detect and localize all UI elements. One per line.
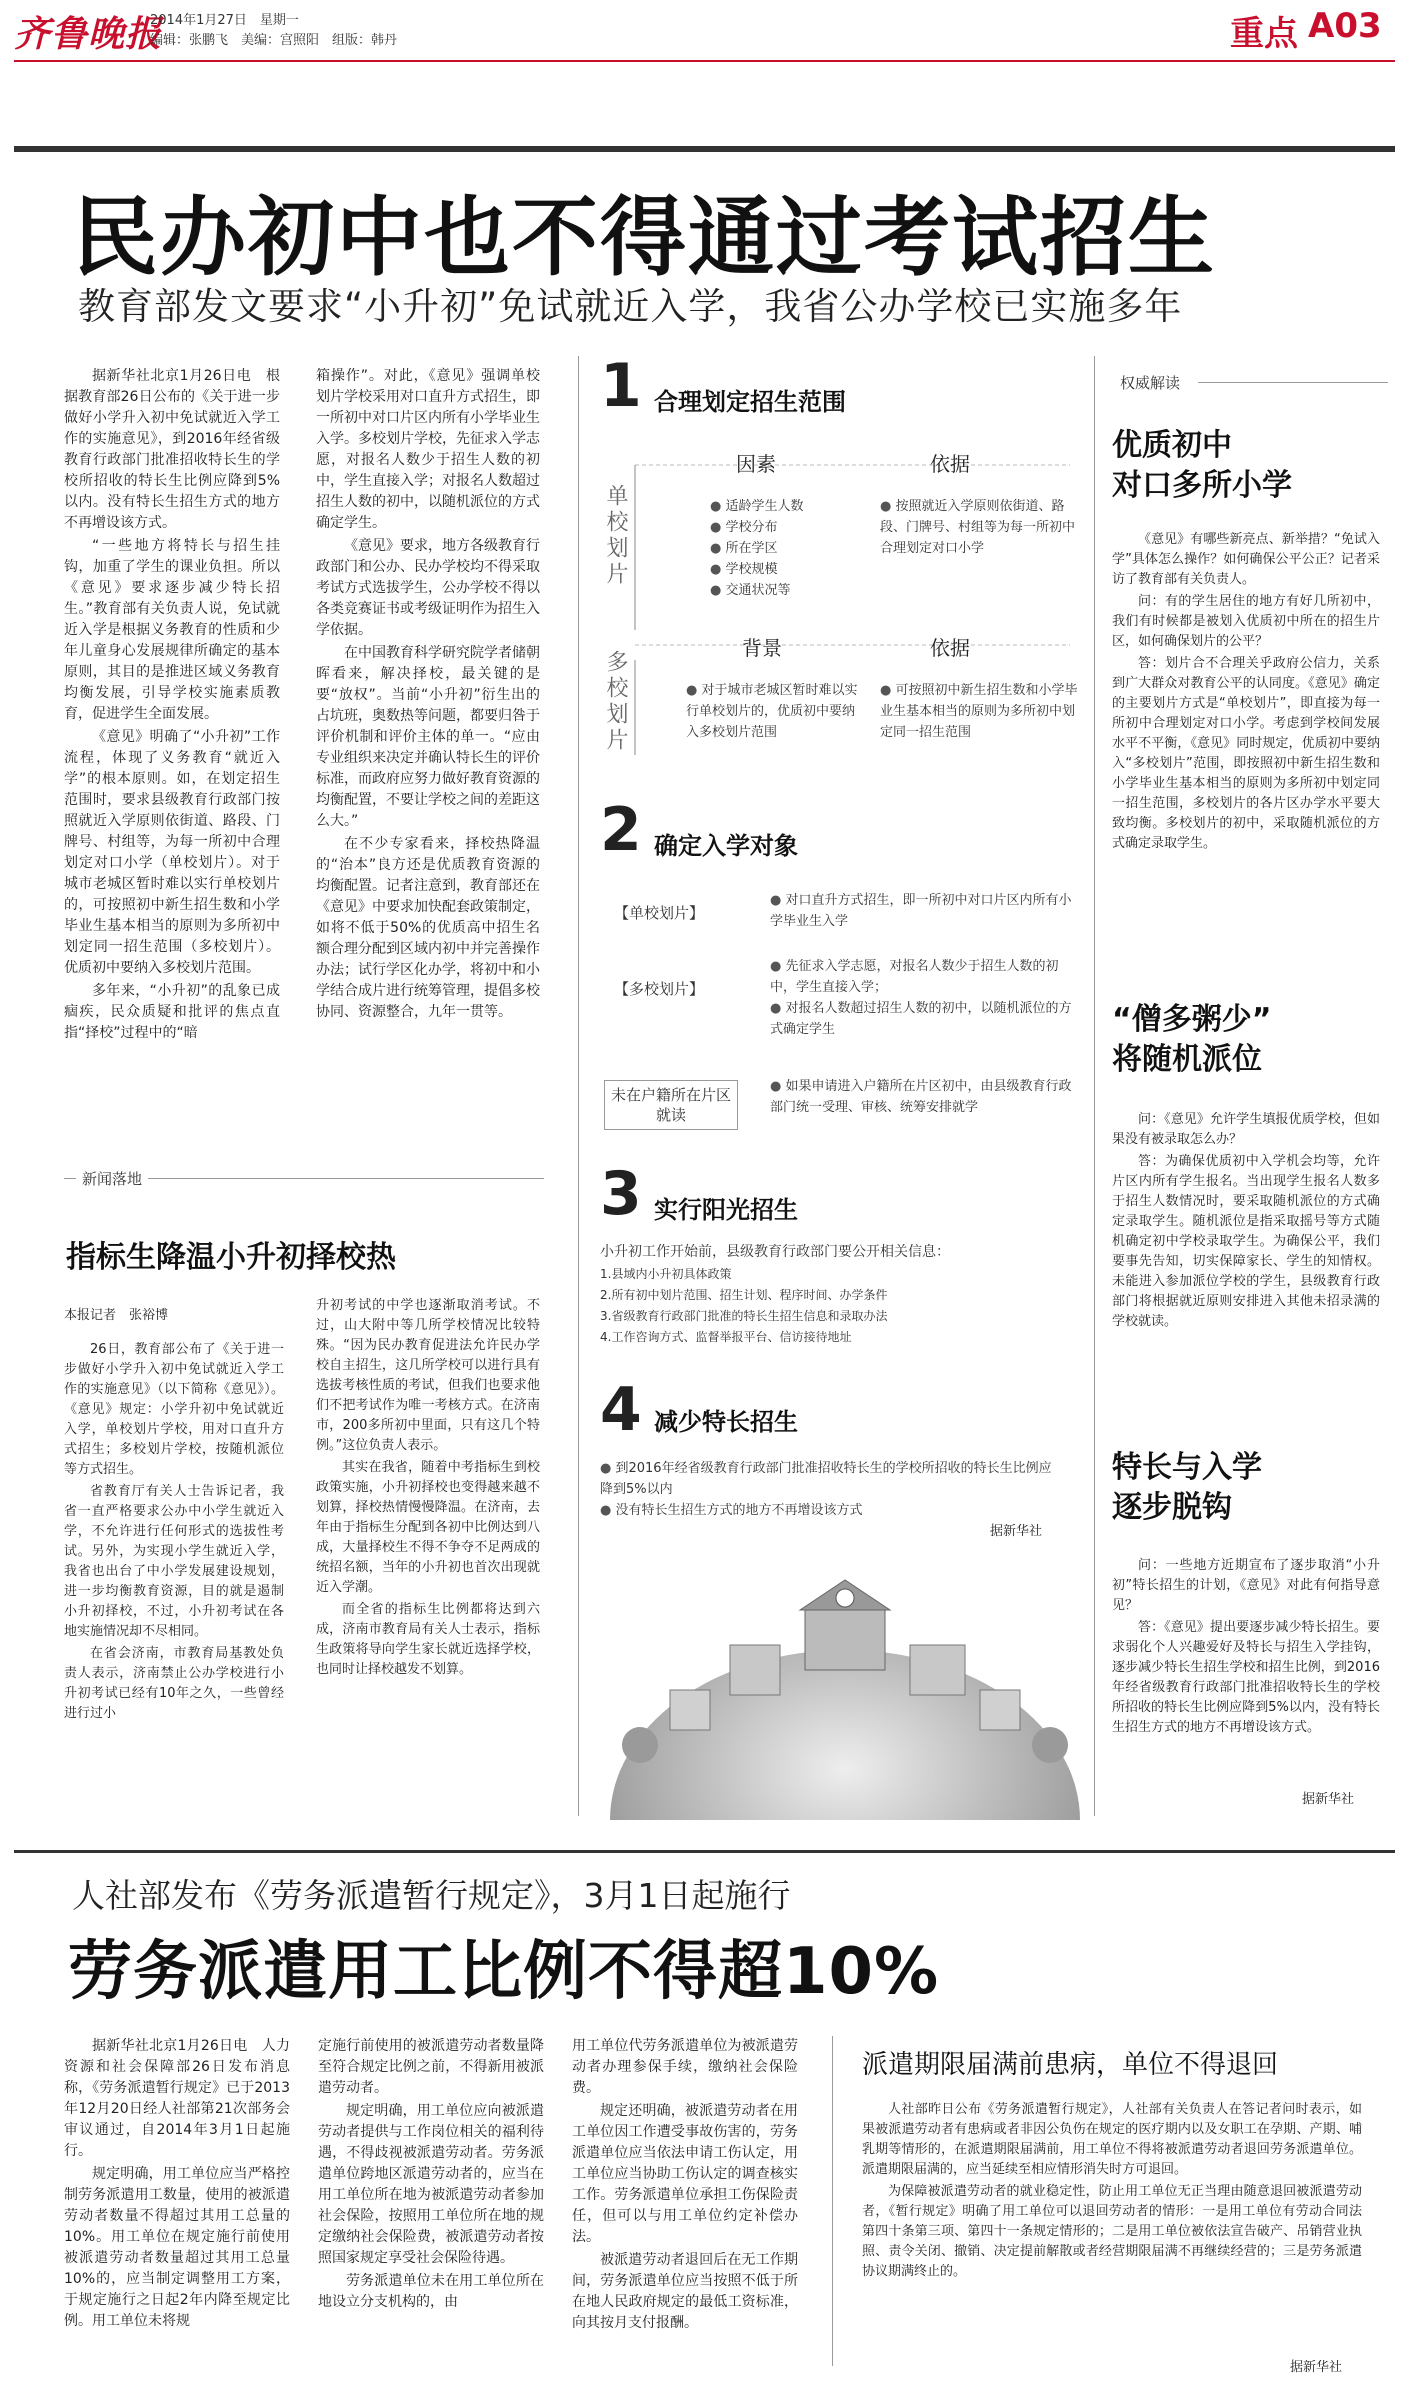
sidebar-q3-title: 特长与入学 逐步脱钩 bbox=[1112, 1450, 1262, 1525]
multi-zone-tag: 【多校划片】 bbox=[614, 980, 705, 998]
section-label: 重点 bbox=[1230, 14, 1298, 54]
section1-title: 合理划定招生范围 bbox=[654, 388, 846, 416]
labor-col3: 用工单位代劳务派遣单位为被派遣劳动者办理参保手续，缴纳社会保险费。 规定还明确，被派遣劳动者在用工单位因工作遭受事故伤害的，劳务派遣单位应当依法申请工伤认定，用工单位应当协助工伤认定的调查核实工作。劳务派遣单位承担工伤保险责任，但可以与用工单位约定补偿办法。 被派遣劳动者退回后在无工作期间，劳务派遣单位应当按照不低于所在地人民政府规定的最低工资标准，向其按月支付报酬。 bbox=[572, 2038, 798, 2331]
top-rule bbox=[14, 146, 1395, 152]
masthead-rule bbox=[14, 60, 1395, 62]
news-box-col2: 升初考试的中学也逐渐取消考试。不过，山大附中等几所学校情况比较特殊。“因为民办教育促进法允许民办学校自主招生，这几所学校可以进行具有选拔考核性质的考试，但我们也要求他们不把考试作为唯一考核方式。在济南市，200多所初中里面，只有这几个特例。”这位负责人表示。 其实在我省，随着中考指标生到校政策实施，小升初择校也变得越来越不划算，择校热情慢慢降温。在济南，去年由于指标生分配到各初中比例达到八成，大量择校生不得不争夺不足两成的统招名额，当年的小升初也首次出现就近入学潮。 而全省的指标生比例都将达到六成，济南市教育局有关人士表示，指标生政策将导向学生家长就近选择学校，也同时让择校越发不划算。 bbox=[316, 1298, 540, 1677]
section3-intro: 小升初工作开始前，县级教育行政部门要公开相关信息： bbox=[600, 1244, 950, 1260]
issue-date: 2014年1月27日 星期一 bbox=[150, 13, 299, 28]
section4-title: 减少特长招生 bbox=[654, 1408, 798, 1436]
sidebar-q3-body: 问：一些地方近期宣布了逐步取消“小升初”特长招生的计划，《意见》对此有何指导意见？ 答：《意见》提出要逐步减少特长招生。要求弱化个人兴趣爱好及特长与招生入学挂钩，逐步减少特长生招生学校和招生比例，到2016年经省级教育行政部门批准招收特长生的学校所招收的特长生比例应降到5%以内，没有特长生招生方式的地方不再增设该方式。 bbox=[1112, 1558, 1380, 1735]
editor-credits: 编辑：张鹏飞 美编：宫照阳 组版：韩丹 bbox=[150, 33, 398, 48]
multi-zone-admission: ● 先征求入学志愿，对报名人数少于招生人数的初中，学生直接入学； ● 对报名人数超过招生人数的初中，以随机派位的方式确定学生 bbox=[770, 956, 1080, 1040]
news-box-tag: 新闻落地 bbox=[76, 1168, 148, 1189]
sidebar-q1-body: 《意见》有哪些新亮点、新举措？“免试入学”具体怎么操作？如何确保公平公正？记者采访了教育部有关负责人。 问：有的学生居住的地方有好几所初中，我们有时候都是被划入优质初中所在的招生片区，如何确保划片的公平？ 答：划片合不合理关乎政府公信力，关系到广大群众对教育公平的认同度。《意见》确定的主要划片方式是“单校划片”，即直接为每一所初中合理划定对口小学。考虑到学校间发展水平不平衡，《意见》同时规定，优质初中要纳入“多校划片”范围，即按照初中新生招生数和小学毕业生基本相当的原则为多所初中划定同一招生范围，多校划片的各片区办学水平要大致均衡。多校划片的初中，采取随机派位的方式确定录取学生。 bbox=[1112, 532, 1380, 851]
sidebar-q2-title: “僧多粥少” 将随机派位 bbox=[1112, 1002, 1272, 1077]
single-zone-admission: ● 对口直升方式招生，即一所初中对口片区内所有小学毕业生入学 bbox=[770, 890, 1080, 932]
single-factors-list: ● 适龄学生人数 ● 学校分布 ● 所在学区 ● 学校规模 ● 交通状况等 bbox=[710, 496, 870, 601]
infographic-left-divider bbox=[578, 356, 579, 1816]
labor-box-title: 派遣期限届满前患病，单位不得退回 bbox=[862, 2050, 1279, 2080]
multi-basis-text: ● 可按照初中新生招生数和小学毕业生基本相当的原则为多所初中划定同一招生范围 bbox=[880, 680, 1080, 743]
section3-list: 1.县域内小升初具体政策 2.所有初中划片范围、招生计划、程序时间、办学条件 3.省级教育行政部门批准的特长生招生信息和录取办法 4.工作咨询方式、监督举报平台、信访接待地址 bbox=[600, 1267, 888, 1344]
section3-title: 实行阳光招生 bbox=[654, 1196, 798, 1224]
infographic-right-divider bbox=[1094, 356, 1095, 1816]
lead-body-col1: 据新华社北京1月26日电 根据教育部26日公布的《关于进一步做好小学升入初中免试就近入学工作的实施意见》，到2016年经省级教育行政部门批准招收特长生的学校所招收的特长生比例应降到5%以内。没有特长生招生方式的地方不再增设该方式。 “一些地方将特长与招生挂钩，加重了学生的课业负担。所以《意见》要求逐步减少特长招生。”教育部有关负责人说，免试就近入学是根据义务教育的性质和少年儿童身心发展规律所确定的基本原则，其目的是推进区域义务教育均衡发展，引导学校实施素质教育，促进学生全面发展。 《意见》明确了“小升初”工作流程，体现了义务教育“就近入学”的根本原则。如，在划定招生范围时，要求县级教育行政部门按照就近入学原则依街道、路段、门牌号、村组等，为每一所初中合理划定对口小学（单校划片）。对于城市老城区暂时难以实行单校划片的，可按照初中新生招生数和小学毕业生基本相当的原则为多所初中划定同一招生范围（多校划片）。优质初中要纳入多校划片范围。 多年来，“小升初”的乱象已成痼疾，民众质疑和批评的焦点直指“择校”过程中的“暗 bbox=[64, 368, 280, 1041]
page-number: A03 bbox=[1308, 6, 1382, 46]
section2-number: 2 bbox=[600, 795, 642, 865]
multi-col-basis-head: 依据 bbox=[930, 636, 970, 660]
newspaper-logo: 齐鲁晚报 bbox=[14, 13, 163, 55]
single-col-basis-head: 依据 bbox=[930, 452, 970, 476]
labor-headline: 劳务派遣用工比例不得超10% bbox=[68, 1935, 940, 2009]
sidebar-q2-body: 问：《意见》允许学生填报优质学校，但如果没有被录取怎么办？ 答：为确保优质初中入学机会均等，允许片区内所有学生报名。当出现学生报名人数多于招生人数情况时，要采取随机派位的方式确定录取学生。随机派位是指采取摇号等方式随机确定初中学校录取学生。为确保公平，我们要事先告知，切实保障家长、学生的知情权。未能进入参加派位学校的学生，县级教育行政部门将根据就近原则安排进入其他未招录满的学校就读。 bbox=[1112, 1112, 1380, 1329]
section2-title: 确定入学对象 bbox=[654, 832, 798, 860]
section4-list: ● 到2016年经省级教育行政部门批准招收特长生的学校所招收的特长生比例应降到5%以内 ● 没有特长生招生方式的地方不再增设该方式 bbox=[600, 1458, 1060, 1521]
labor-credit: 据新华社 bbox=[1290, 2360, 1343, 2375]
multi-background-text: ● 对于城市老城区暂时难以实行单校划片的，优质初中要纳入多校划片范围 bbox=[686, 680, 866, 743]
single-zone-label: 单校划片 bbox=[603, 484, 628, 588]
multi-col-background-head: 背景 bbox=[742, 636, 782, 660]
infographic-credit: 据新华社 bbox=[990, 1524, 1043, 1539]
labor-box-body: 人社部昨日公布《劳务派遣暂行规定》，人社部有关负责人在答记者问时表示，如果被派遣劳动者有患病或者非因公负伤在规定的医疗期内以及女职工在孕期、产期、哺乳期等情形的，在派遣期限届满前，用工单位不得将被派遣劳动者退回劳务派遣单位。派遣期限届满的，应当延续至相应情形消失时方可退回。 为保障被派遣劳动者的就业稳定性，防止用工单位无正当理由随意退回被派遣劳动者，《暂行规定》明确了用工单位可以退回劳动者的情形：一是用工单位有劳动合同法第四十条第三项、第四十一条规定情形的；二是用工单位被依法宣告破产、吊销营业执照、责令关闭、撤销、决定提前解散或者经营期限届满不再继续经营的；三是劳务派遣协议期满终止的。 bbox=[862, 2102, 1362, 2279]
news-box-col1: 26日，教育部公布了《关于进一步做好小学升入初中免试就近入学工作的实施意见》（以下简称《意见》）。《意见》规定：小学升初中免试就近入学，单校划片学校，用对口直升方式招生；多校划片学校，按随机派位等方式招生。 省教育厅有关人士告诉记者，我省一直严格要求公办中小学生就近入学，不允许进行任何形式的选拔性考试。另外，为实现小学生就近入学，我省也出台了中小学发展建设规划，进一步均衡教育资源，目的就是遏制小升初择校，不过，小升初考试在各地实施情况却不尽相同。 在省会济南，市教育局基教处负责人表示，济南禁止公办学校进行小升初考试已经有10年之久，一些曾经进行过小 bbox=[64, 1342, 284, 1721]
single-basis-text: ● 按照就近入学原则依街道、路段、门牌号、村组等为每一所初中合理划定对口小学 bbox=[880, 496, 1080, 559]
lead-headline: 民办初中也不得通过考试招生 bbox=[72, 188, 1216, 288]
lead-body-col2: 箱操作”。对此，《意见》强调单校划片学校采用对口直升方式招生，即一所初中对口片区内所有小学毕业生入学。多校划片学校，先征求入学志愿，对报名人数少于招生人数的初中，学生直接入学；对报名人数超过招生人数的初中，以随机派位的方式确定学生。 《意见》要求，地方各级教育行政部门和公办、民办学校均不得采取考试方式选拔学生，公办学校不得以各类竞赛证书或考级证明作为招生入学依据。 在中国教育科学研究院学者储朝晖看来，解决择校，最关键的是要“放权”。当前“小升初”衍生出的占坑班，奥数热等问题，都要归咎于评价机制和评价主体的单一。“应由专业组织来决定并确认特长生的评价标准，而政府应努力做好教育资源的均衡配置，不要让学校之间的差距这么大。” 在不少专家看来，择校热降温的“治本”良方还是优质教育资源的均衡配置。记者注意到，教育部还在《意见》中要求加快配套政策制定，如将不低于50%的优质高中招生名额合理分配到区域内初中并完善操作办法；试行学区化办学，将初中和小学结合成片进行统筹管理，提倡多校协同、资源整合，九年一贯等。 bbox=[316, 368, 540, 1020]
single-col-factors-head: 因素 bbox=[736, 452, 776, 476]
news-box-byline: 本报记者 张裕博 bbox=[64, 1308, 169, 1323]
sidebar-credit: 据新华社 bbox=[1302, 1792, 1355, 1807]
school-globe-illustration bbox=[610, 1520, 1080, 1820]
multi-zone-label: 多校划片 bbox=[603, 650, 628, 754]
sidebar-tag-rule bbox=[1198, 382, 1388, 383]
labor-col2: 定施行前使用的被派遣劳动者数量降至符合规定比例之前，不得新用被派遣劳动者。 规定明确，用工单位应向被派遣劳动者提供与工作岗位相关的福利待遇，不得歧视被派遣劳动者。劳务派遣单位跨地区派遣劳动者的，应当在用工单位所在地为被派遣劳动者参加社会保险，按照用工单位所在地的规定缴纳社会保险费，被派遣劳动者按照国家规定享受社会保险待遇。 劳务派遣单位未在用工单位所在地设立分支机构的，由 bbox=[318, 2038, 544, 2310]
non-hukou-tag: 未在户籍所在片区就读 bbox=[604, 1080, 738, 1130]
section3-number: 3 bbox=[600, 1159, 642, 1229]
news-box-headline: 指标生降温小升初择校热 bbox=[66, 1240, 396, 1275]
section1-number: 1 bbox=[600, 351, 642, 421]
labor-box-divider bbox=[832, 2036, 833, 2366]
sidebar-tag: 权威解读 bbox=[1120, 374, 1181, 392]
labor-kicker: 人社部发布《劳务派遣暂行规定》，3月1日起施行 bbox=[72, 1876, 791, 1915]
lead-subheadline: 教育部发文要求“小升初”免试就近入学，我省公办学校已实施多年 bbox=[78, 285, 1183, 328]
labor-top-rule bbox=[14, 1850, 1395, 1853]
labor-col1: 据新华社北京1月26日电 人力资源和社会保障部26日发布消息称，《劳务派遣暂行规定》已于2013年12月20日经人社部第21次部务会审议通过，自2014年3月1日起施行。 规定明确，用工单位应当严格控制劳务派遣用工数量，使用的被派遣劳动者数量不得超过其用工总量的10%。用工单位在规定施行前使用被派遣劳动者数量超过其用工总量10%的，应当制定调整用工方案，于规定施行之日起2年内降至规定比例。用工单位未将规 bbox=[64, 2038, 290, 2329]
single-zone-tag: 【单校划片】 bbox=[614, 904, 705, 922]
sidebar-q1-title: 优质初中 对口多所小学 bbox=[1112, 428, 1292, 503]
non-hukou-admission: ● 如果申请进入户籍所在片区初中，由县级教育行政部门统一受理、审核、统筹安排就学 bbox=[770, 1076, 1080, 1118]
section4-number: 4 bbox=[600, 1375, 642, 1445]
